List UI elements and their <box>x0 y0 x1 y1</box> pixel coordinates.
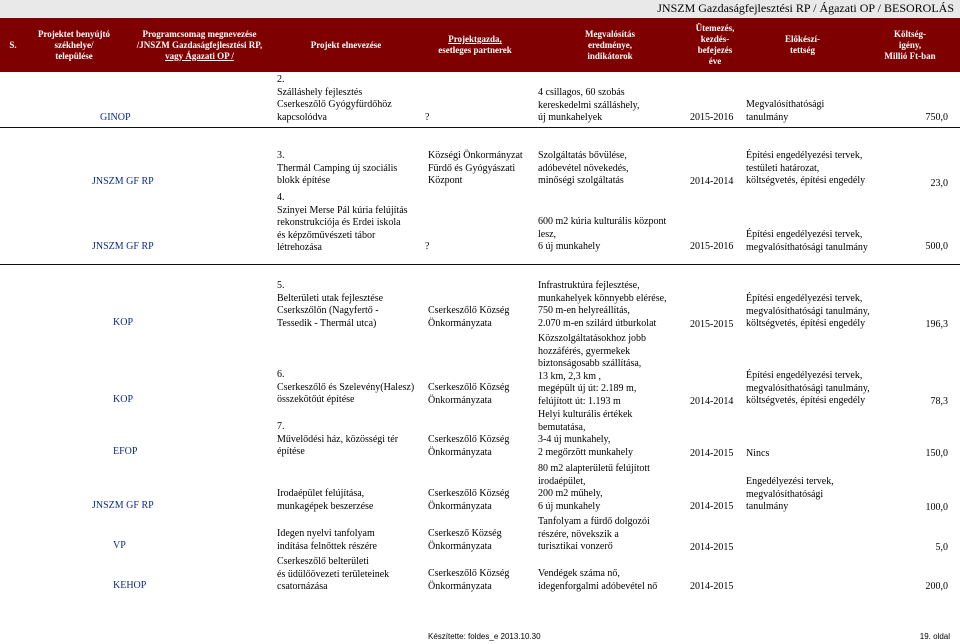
header-schedule: Ütemezés, kezdés- befejezés éve <box>695 23 735 66</box>
project-name: Irodaépület felújítása, munkagépek beszerzése <box>277 488 374 512</box>
project-result: 80 m2 alapterületű felújított irodaépület, 200 m2 műhely, 6 új munkahely <box>538 463 650 512</box>
project-owner: Cserkesző Község Önkormányzata <box>428 528 502 552</box>
project-result: Vendégek száma nő, idegenforgalmi adóbevétel nő <box>538 568 658 592</box>
project-cost: 78,3 <box>930 396 948 407</box>
project-owner: Cserkeszőlő Község Önkormányzata <box>428 488 510 512</box>
project-prep: Nincs <box>746 448 770 459</box>
project-prep: Engedélyezési tervek, megvalósíthatósági tanulmány <box>746 476 834 512</box>
row-source: EFOP <box>113 446 138 457</box>
project-owner: Cserkeszőlő Község Önkormányzata <box>428 305 510 329</box>
project-owner: Cserkeszőlő Község Önkormányzata <box>428 568 510 592</box>
page-footer <box>0 630 960 644</box>
project-schedule: 2014-2015 <box>690 501 734 512</box>
row-source: GINOP <box>100 112 131 123</box>
row-source: KOP <box>113 394 134 405</box>
project-cost: 200,0 <box>925 581 948 592</box>
project-cost: 100,0 <box>925 502 948 513</box>
project-result: Közszolgáltatásokhoz jobb hozzáférés, gyermekek biztonságosabb szállítása, 13 km, 2,3 km , megépült új út: 2.189 m, felújított út: 1.193 m <box>538 333 647 407</box>
project-cost: 500,0 <box>925 241 948 252</box>
project-owner: Cserkeszőlő Község Önkormányzata <box>428 382 510 406</box>
row-source: KEHOP <box>113 580 147 591</box>
header-name: Projekt elnevezése <box>310 39 382 50</box>
project-result: 600 m2 kúria kulturális központ lesz, 6 új munkahely <box>538 216 667 252</box>
project-owner: ? <box>425 112 430 123</box>
project-result: Tanfolyam a fürdő dolgozói részére, növekszik a turisztikai vonzerő <box>538 516 650 552</box>
project-owner: Cserkeszőlő Község Önkormányzata <box>428 434 510 458</box>
header-program: Programcsomag megnevezése /JNSZM Gazdaságfejlesztési RP, vagy Ágazati OP / <box>136 28 263 61</box>
header-cost: Költség- igény, Millió Ft-ban <box>884 28 936 61</box>
project-schedule: 2014-2014 <box>690 176 734 187</box>
project-name: 2. Szálláshely fejlesztés Cserkeszőlő Gyógyfürdőhöz kapcsolódva <box>277 74 392 123</box>
project-prep: Megvalósíthatósági tanulmány <box>746 99 825 123</box>
project-schedule: 2014-2014 <box>690 396 734 407</box>
header-result: Megvalósítás eredménye, indikátorok <box>585 28 635 61</box>
header-s: S. <box>9 39 17 50</box>
project-cost: 23,0 <box>930 178 948 189</box>
project-cost: 750,0 <box>925 112 948 123</box>
row-source: JNSZM GF RP <box>92 241 154 252</box>
project-result: 4 csillagos, 60 szobás kereskedelmi szálláshely, új munkahelyek <box>538 87 640 123</box>
header-source: Projektet benyújtó székhelye/ települése <box>37 28 111 61</box>
section-divider <box>0 127 960 128</box>
project-prep: Építési engedélyezési tervek, megvalósíthatósági tanulmány, költségvetés, építési engedély <box>746 293 870 329</box>
section-divider <box>0 264 960 265</box>
project-cost: 5,0 <box>935 542 948 553</box>
project-schedule: 2014-2015 <box>690 581 734 592</box>
project-schedule: 2015-2015 <box>690 319 734 330</box>
project-name: 7. Művelődési ház, közösségi tér építése <box>277 421 399 457</box>
page-number: 19. oldal <box>919 632 950 641</box>
footer-author: Készítette: foldes_e 2013.10.30 <box>428 632 541 641</box>
project-schedule: 2015-2016 <box>690 112 734 123</box>
project-schedule: 2015-2016 <box>690 241 734 252</box>
project-schedule: 2014-2015 <box>690 448 734 459</box>
header-owner: Projektgazda, esetleges partnerek <box>438 34 512 55</box>
project-prep: Építési engedélyezési tervek, megvalósíthatósági tanulmány, költségvetés, építési engedély <box>746 370 870 406</box>
document-title: JNSZM Gazdaságfejlesztési RP / Ágazati OP / BESOROLÁS <box>657 1 954 15</box>
project-schedule: 2014-2015 <box>690 542 734 553</box>
project-result: Helyi kulturális értékek bemutatása, 3-4 új munkahely, 2 megőrzött munkahely <box>538 409 633 458</box>
row-source: JNSZM GF RP <box>92 176 154 187</box>
project-result: Infrastruktúra fejlesztése, munkahelyek könnyebb elérése, 750 m-en helyreállítás, 2.070 m-en szilárd útburkolat <box>538 280 667 329</box>
project-cost: 196,3 <box>925 319 948 330</box>
row-source: VP <box>113 540 126 551</box>
project-name: 6. Cserkeszőlő és Szelevény(Halesz) összekötőút építése <box>277 369 415 405</box>
project-name: Idegen nyelvi tanfolyam indítása felnőttek részére <box>277 528 377 552</box>
project-name: 5. Belterületi utak fejlesztése Cserkszőlőn (Nagyfertő - Tessedik - Thermál utca) <box>277 280 384 329</box>
row-source: JNSZM GF RP <box>92 500 154 511</box>
project-owner: ? <box>425 241 430 252</box>
project-name: Cserkeszőlő belterületi és üdülőövezeti területeinek csatornázása <box>277 556 390 592</box>
project-name: 4. Szinyei Merse Pál kúria felújítás rekonstrukciója és Erdei iskola és képzőművészeti tábor létrehozása <box>277 192 408 253</box>
project-cost: 150,0 <box>925 448 948 459</box>
header-prep: Előkészí- tettség <box>785 34 820 55</box>
project-result: Szolgáltatás bővülése, adóbevétel növekedés, minőségi szolgáltatás <box>538 150 629 186</box>
project-owner: Községi Önkormányzat Fürdő és Gyógyászati Központ <box>428 150 523 186</box>
project-prep: Építési engedélyezési tervek, testületi határozat, költségvetés, építési engedély <box>746 150 866 186</box>
project-prep: Építési engedélyezési tervek, megvalósíthatósági tanulmány <box>746 229 868 253</box>
row-source: KOP <box>113 317 134 328</box>
project-name: 3. Thermál Camping új szociális blokk építése <box>277 150 398 186</box>
title-bar <box>0 0 960 18</box>
